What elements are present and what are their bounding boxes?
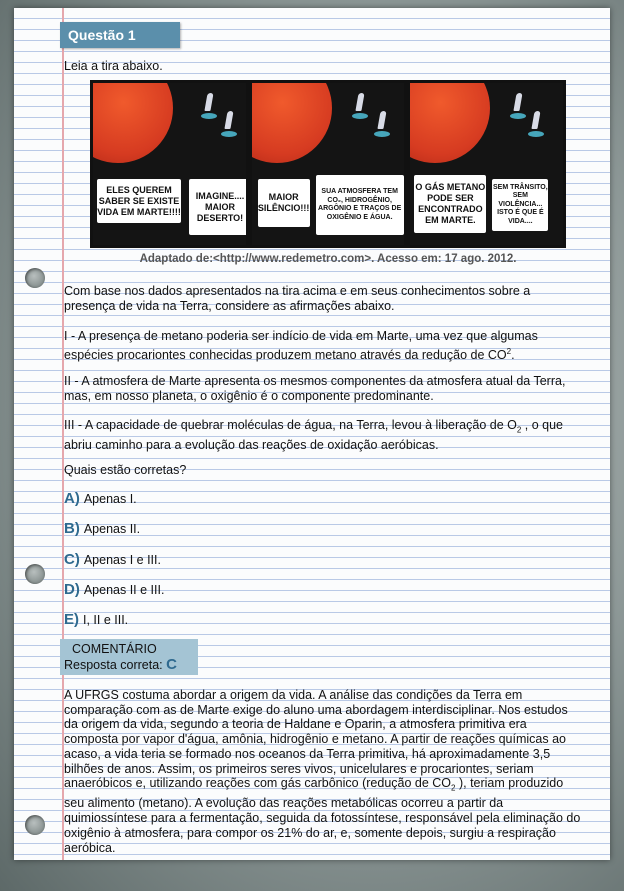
spaceship-icon [528,111,544,139]
binder-hole [25,815,45,835]
mars-planet-icon [252,83,332,163]
affirmation-3: III - A capacidade de quebrar moléculas de água, na Terra, levou à liberação de $O_2$ , o que abriu caminho para a evolução das reações de oxidação aeróbicas. [64,418,563,452]
question-label: Questão 1 [60,22,180,48]
spaceship-icon [374,111,390,139]
spaceship-icon [201,93,217,121]
option-b[interactable]: B) Apenas II. [64,520,141,537]
binder-hole [25,564,45,584]
comment-title: COMENTÁRIO [72,642,157,656]
binder-hole [25,268,45,288]
comic-panel-1 [93,83,246,245]
comic-source: Adaptado de:<http://www.redemetro.com>. Acesso em: 17 ago. 2012. [139,253,517,265]
speech-bubble: SEM TRÂNSITO, SEM VIOLÊNCIA... ISTO É QUE É VIDA.... [492,179,548,231]
mars-planet-icon [410,83,490,163]
comment-box [60,639,198,675]
speech-bubble: MAIOR SILÊNCIO!!! [258,179,310,227]
explanation-text: A UFRGS costuma abordar a origem da vida. A análise das condições da Terra em comparação com as de Marte exige do aluno uma abordagem interdisciplinar. Nos estudos da origem da vida, segundo a teoria de Haldane e Oparin, a atmosfera primitiva era composta por vapor d'água, amônia, hidrogênio e metano. A partir de reações químicas ao acaso, a vida teria se formado nos oceanos da Terra primitiva, há aproximadamente 3,5 bilhões de anos. Assim, os primeiros seres vivos, unicelulares e procariontes, seriam anaeróbicos e, utilizando reações com gás carbônico (redução de $CO_2$ ), teriam produzido seu alimento (metano). A evolução das reações metabólicas ocorreu a partir da quimiossíntese para a fermentação, seguida da fotossíntese, responsável pela eliminação do oxigênio à atmosfera, para compor os 21% do ar, e, somente depois, surgiu a respiração aeróbica. [64,688,581,855]
spaceship-icon [352,93,368,121]
speech-bubble: O GÁS METANO PODE SER ENCONTRADO EM MARTE. [414,175,486,233]
comic-strip [90,80,566,248]
intro-text: Leia a tira abaixo. [64,59,163,73]
speech-bubble: SUA ATMOSFERA TEM CO₂, HIDROGÊNIO, ARGÔNIO E TRAÇOS DE OXIGÊNIO E ÁGUA. [316,175,404,235]
affirmation-2: II - A atmosfera de Marte apresenta os mesmos componentes da atmosfera atual da Terra, mas, em nosso planeta, o oxigênio é o componente predominante. [64,374,566,403]
option-c[interactable]: C) Apenas I e III. [64,551,161,568]
option-e[interactable]: E) I, II e III. [64,611,129,628]
affirmation-1: I - A presença de metano poderia ser indício de vida em Marte, uma vez que algumas espécies procariontes conhecidas produzem metano através da redução de $CO^2$. [64,329,538,363]
comic-panel-3 [410,83,563,245]
spaceship-icon [221,111,237,139]
question-text: Quais estão corretas? [64,463,187,477]
mars-planet-icon [93,83,173,163]
comic-panel-2 [252,83,405,245]
option-a[interactable]: A) Apenas I. [64,490,137,507]
correct-answer: C [166,656,177,673]
answer-line: Resposta correta: C [64,656,177,673]
statement-text: Com base nos dados apresentados na tira acima e em seus conhecimentos sobre a presença de vida na Terra, considere as afirmações abaixo. [64,284,531,313]
option-d[interactable]: D) Apenas II e III. [64,581,165,598]
speech-bubble: IMAGINE.... MAIOR DESERTO! [189,179,246,235]
spaceship-icon [510,93,526,121]
speech-bubble: ELES QUEREM SABER SE EXISTE VIDA EM MARTE!!!! [97,179,181,223]
